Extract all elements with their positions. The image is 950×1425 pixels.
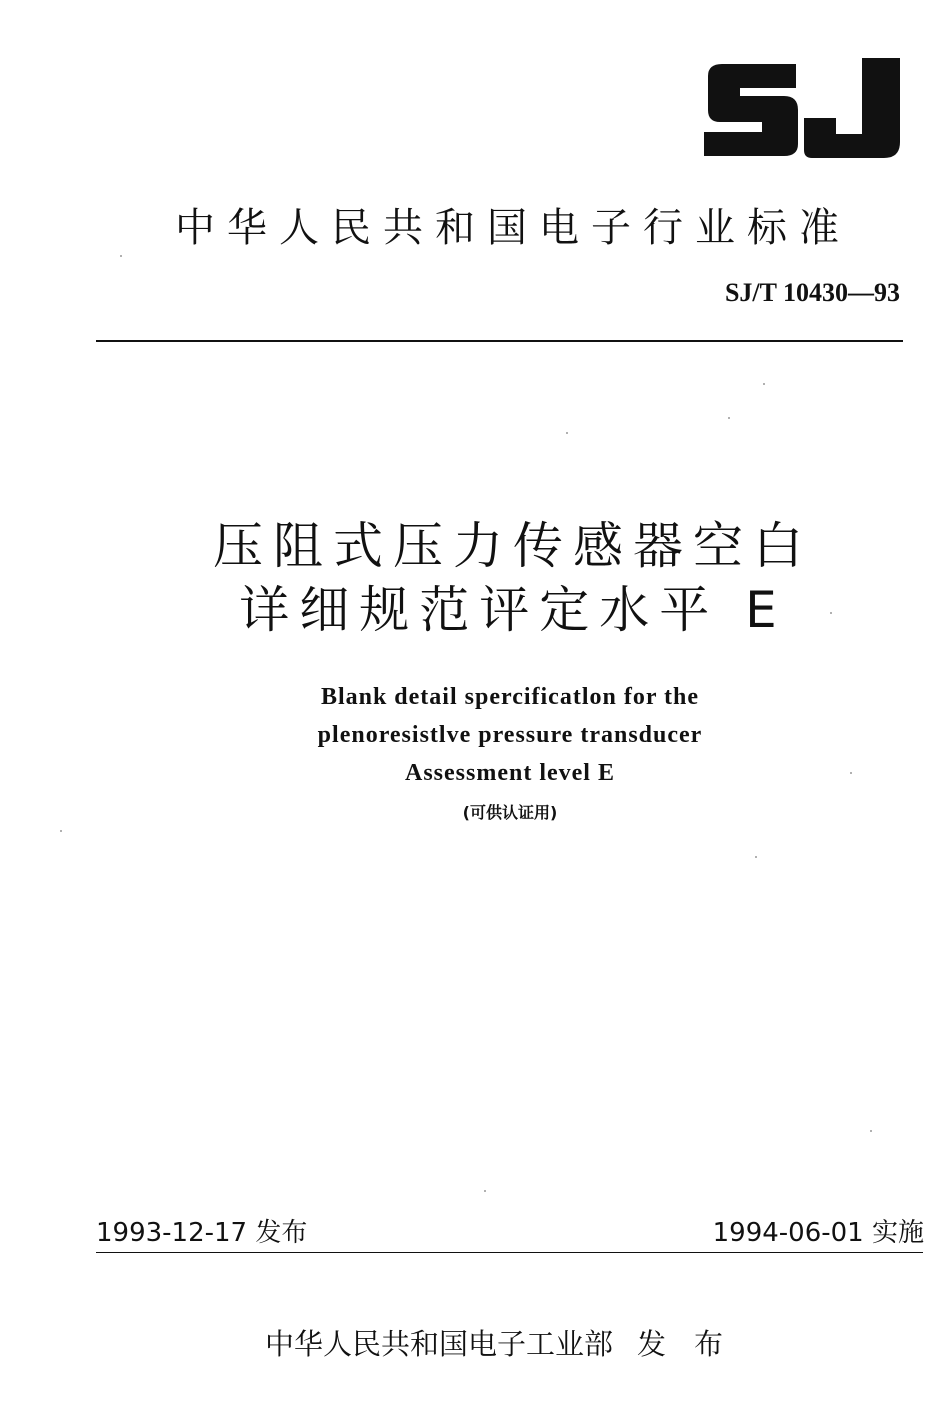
scan-speck xyxy=(830,612,832,614)
scan-speck xyxy=(728,417,730,419)
scan-speck xyxy=(566,432,568,434)
standard-number: SJ/T 10430—93 xyxy=(724,278,900,307)
scan-speck xyxy=(60,830,62,832)
header-divider xyxy=(96,340,903,342)
scan-speck xyxy=(755,856,757,858)
publish-verb: 发布 xyxy=(637,1327,752,1361)
publisher-line xyxy=(265,1322,751,1363)
sj-logo-graphic xyxy=(700,58,905,160)
title-zh-line1: 压阻式压力传感器空白 xyxy=(213,517,813,575)
publisher-name: 中华人民共和国电子工业部 xyxy=(265,1327,614,1361)
scan-speck xyxy=(484,1190,486,1192)
scan-speck xyxy=(850,772,852,774)
scan-speck xyxy=(870,1130,872,1132)
title-en-line3: Assessment level E xyxy=(405,760,615,786)
title-en-line1: Blank detail spercificatlon for the xyxy=(320,684,700,710)
sj-logo xyxy=(700,58,905,160)
implementation-date: 1994-06-01 实施 xyxy=(712,1218,924,1248)
issue-date: 1993-12-17 发布 xyxy=(96,1218,308,1248)
title-en-line2: plenoresistlve pressure transducer xyxy=(317,722,703,748)
certification-note: (可供认证用) xyxy=(462,803,558,822)
scan-speck xyxy=(120,255,122,257)
title-zh-line2: 详细规范评定水平 E xyxy=(239,581,787,639)
scan-speck xyxy=(763,383,765,385)
footer-divider xyxy=(96,1252,923,1253)
standard-name: 中华人民共和国电子行业标准 xyxy=(175,205,851,251)
